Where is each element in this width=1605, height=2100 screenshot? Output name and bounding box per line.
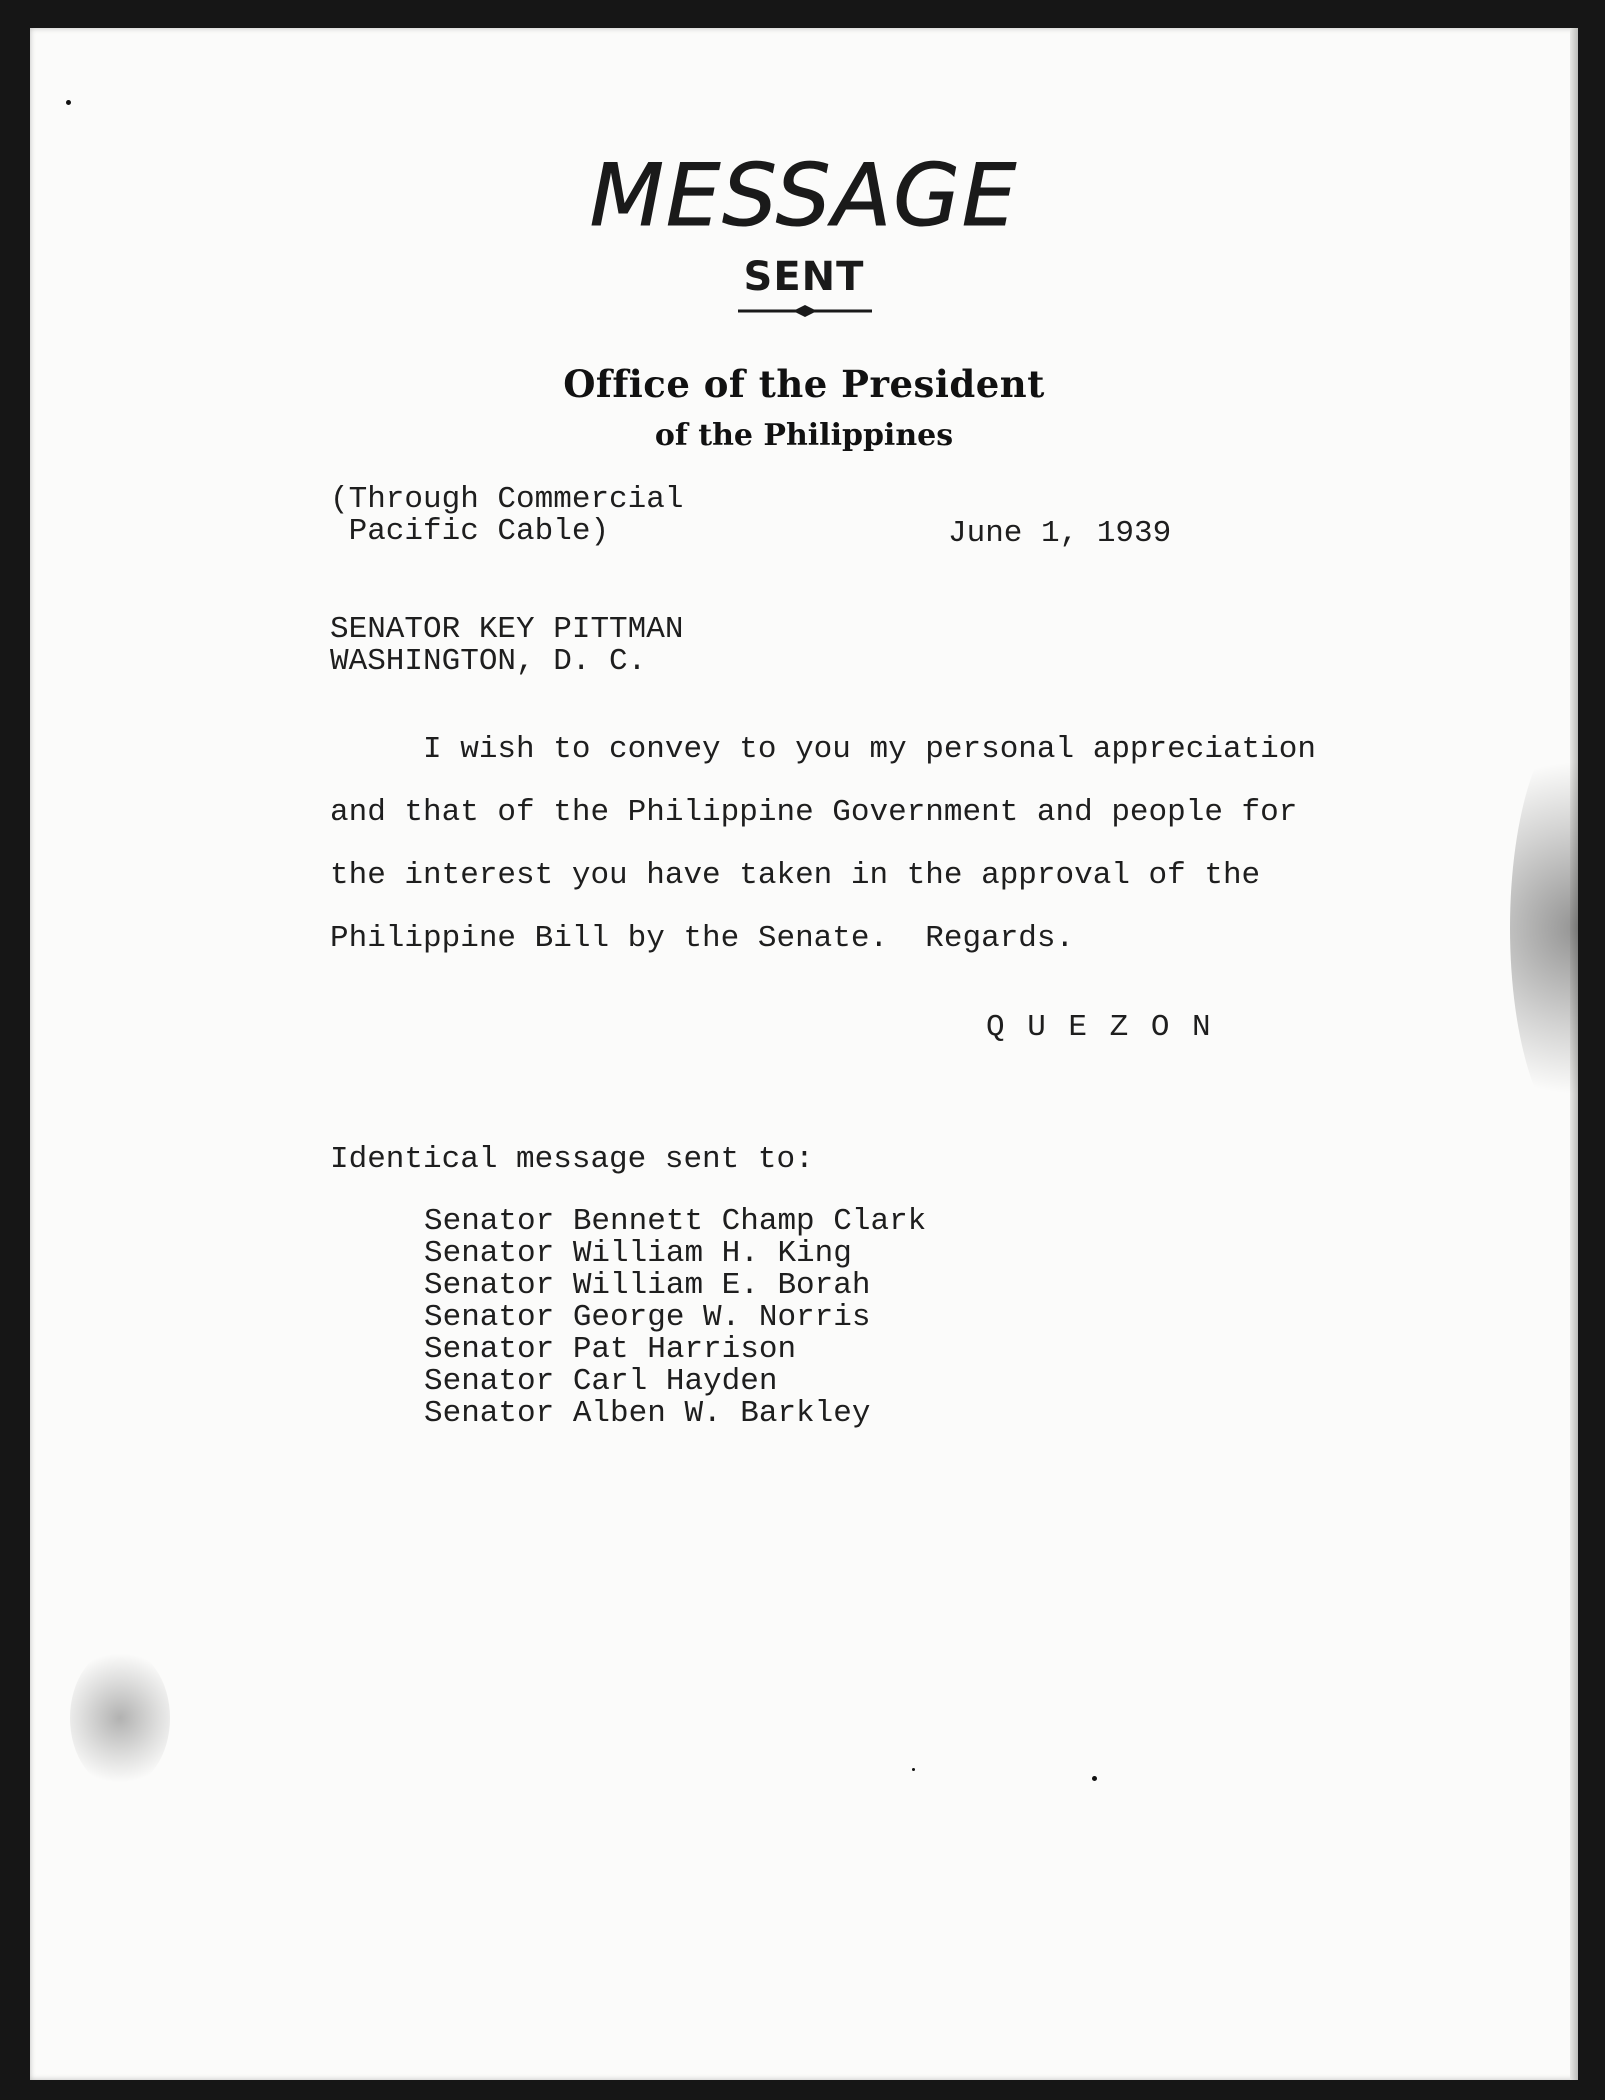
dust-speck (1092, 1776, 1097, 1781)
body-line: Philippine Bill by the Senate. Regards. (330, 921, 1075, 956)
ink-stain (70, 1648, 170, 1788)
body-line: I wish to convey to you my personal appreciation (330, 732, 1316, 767)
addressee-block (330, 614, 683, 678)
identical-message-label: Identical message sent to: (330, 1142, 814, 1177)
recipient-item: Senator George W. Norris (424, 1300, 871, 1335)
body-line: and that of the Philippine Government and people for (330, 795, 1298, 830)
office-name: Office of the President (563, 362, 1045, 406)
recipient-item: Senator Pat Harrison (424, 1332, 797, 1367)
ink-stain (1510, 718, 1578, 1138)
letterhead-title: MESSAGE (589, 146, 1019, 246)
dust-speck (912, 1768, 915, 1771)
letterhead-subtitle: SENT (743, 254, 865, 300)
message-date: June 1, 1939 (948, 516, 1172, 551)
routing-line: Pacific Cable) (330, 514, 610, 549)
recipient-item: Senator William E. Borah (424, 1268, 871, 1303)
office-country: of the Philippines (654, 418, 954, 453)
addressee-name: SENATOR KEY PITTMAN (330, 612, 684, 647)
message-body (330, 718, 1316, 970)
signature: Q U E Z O N (986, 1010, 1213, 1045)
dust-speck (66, 100, 71, 105)
paper-sheet (30, 28, 1578, 2080)
routing-line: (Through Commercial (330, 482, 684, 517)
recipient-item: Senator Carl Hayden (424, 1364, 778, 1399)
diamond-rule-icon (738, 304, 872, 318)
addressee-location: WASHINGTON, D. C. (330, 644, 647, 679)
routing-note (330, 484, 683, 548)
recipient-item: Senator Alben W. Barkley (424, 1396, 871, 1431)
recipient-item: Senator Bennett Champ Clark (424, 1204, 927, 1239)
recipient-item: Senator William H. King (424, 1236, 852, 1271)
body-line: the interest you have taken in the approval of the (330, 858, 1261, 893)
recipient-list (424, 1206, 926, 1430)
